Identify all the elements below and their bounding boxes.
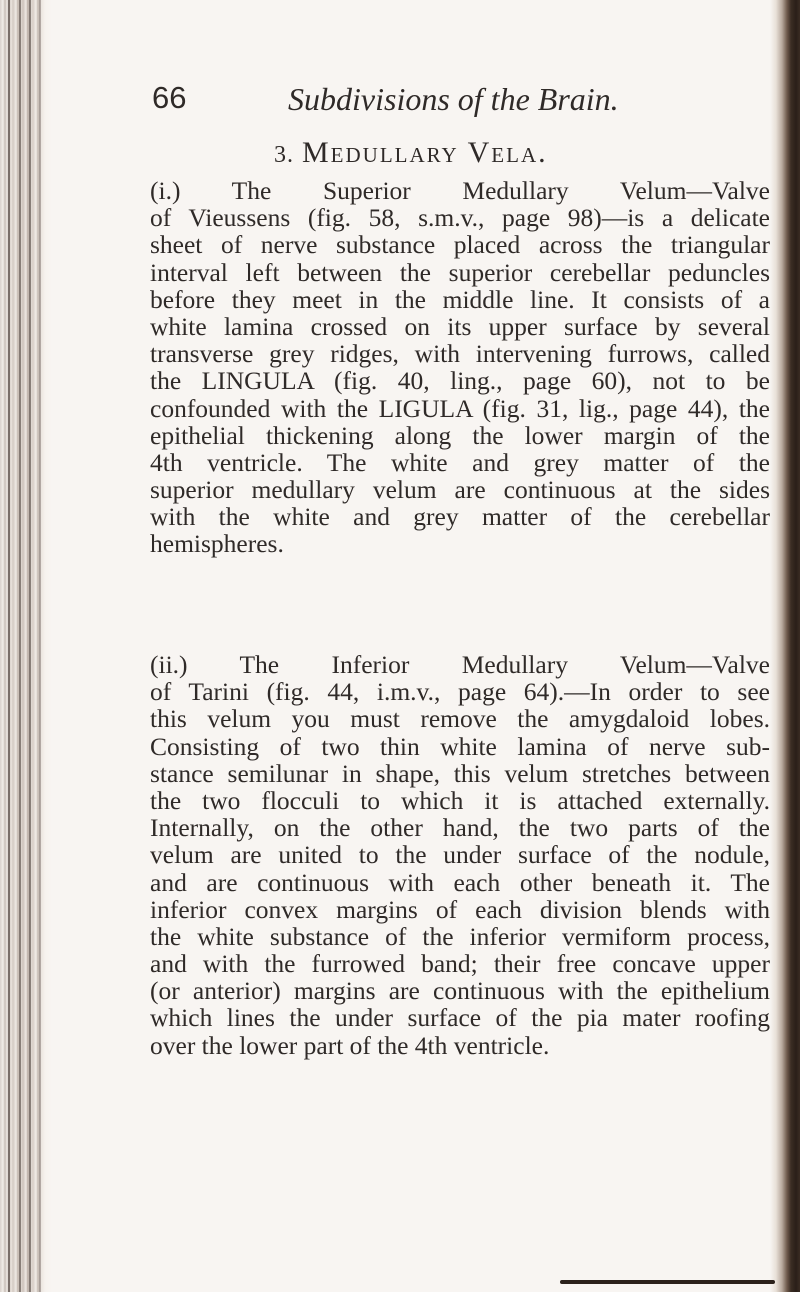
text-line: with the white and grey matter of the cerebellar xyxy=(150,502,770,532)
text-line: over the lower part of the 4th ventricle. xyxy=(150,1030,550,1060)
text-line: (or anterior) margins are continuous with the epithelium xyxy=(150,976,770,1006)
text-line: before they meet in the middle line. It consists of a xyxy=(150,284,770,314)
text-line: superior medullary velum are continuous at the sides xyxy=(150,475,770,505)
text-line: velum are united to the under surface of the nodule, xyxy=(150,840,770,870)
text-line: this velum you must remove the amygdaloid lobes. xyxy=(150,704,770,734)
paragraph-inferior-velum xyxy=(150,651,770,1059)
text-line: inferior convex margins of each division blends with xyxy=(150,894,770,924)
text-line: 4th ventricle. The white and grey matter of the xyxy=(150,447,770,477)
text-line: interval left between the superior cerebellar peduncles xyxy=(150,257,770,287)
text-line: stance semilunar in shape, this velum stretches between xyxy=(150,758,770,788)
text-line: hemispheres. xyxy=(150,529,284,559)
page-gutter-edge xyxy=(770,0,800,1292)
text-line: and are continuous with each other beneath it. The xyxy=(150,867,770,897)
text-line: of Tarini (fig. 44, i.m.v., page 64).—In order to see xyxy=(150,677,770,707)
text-line: Consisting of two thin white lamina of nerve sub- xyxy=(150,731,770,761)
leaf-edge-line xyxy=(39,0,41,1292)
text-line: confounded with the LIGULA (fig. 31, lig., page 44), the xyxy=(150,393,770,423)
running-title: Subdivisions of the Brain. xyxy=(288,81,619,117)
section-number: 3. xyxy=(274,142,294,168)
running-head xyxy=(152,80,652,130)
text-line: of Vieussens (fig. 58, s.m.v., page 98)—is a delicate xyxy=(150,203,770,233)
text-line: the white substance of the inferior vermiform process, xyxy=(150,921,770,951)
text-line: and with the furrowed band; their free concave upper xyxy=(150,949,770,979)
section-heading xyxy=(274,136,548,170)
text-line: sheet of nerve substance placed across the triangular xyxy=(150,230,770,260)
text-line: transverse grey ridges, with intervening furrows, called xyxy=(150,339,770,369)
text-line: (i.) The Superior Medullary Velum—Valve xyxy=(150,176,770,205)
page-number: 66 xyxy=(152,80,187,115)
bottom-edge-shadow xyxy=(560,1280,775,1284)
text-line: which lines the under surface of the pia mater roofing xyxy=(150,1003,770,1033)
text-line: white lamina crossed on its upper surface by several xyxy=(150,311,770,341)
text-line: Internally, on the other hand, the two parts of the xyxy=(150,813,770,843)
leaf-edge-line xyxy=(8,0,10,1292)
leaf-edge-line xyxy=(29,0,31,1292)
paragraph-superior-velum xyxy=(150,177,770,558)
leaf-edge-line xyxy=(19,0,21,1292)
section-title: Medullary Vela. xyxy=(302,136,548,169)
text-line: (ii.) The Inferior Medullary Velum—Valve xyxy=(150,650,770,679)
text-line: the LINGULA (fig. 40, ling., page 60), not to be xyxy=(150,366,770,396)
text-line: the two flocculi to which it is attached externally. xyxy=(150,785,770,815)
page-edge-leaves xyxy=(0,0,52,1292)
text-line: epithelial thickening along the lower margin of the xyxy=(150,420,770,450)
